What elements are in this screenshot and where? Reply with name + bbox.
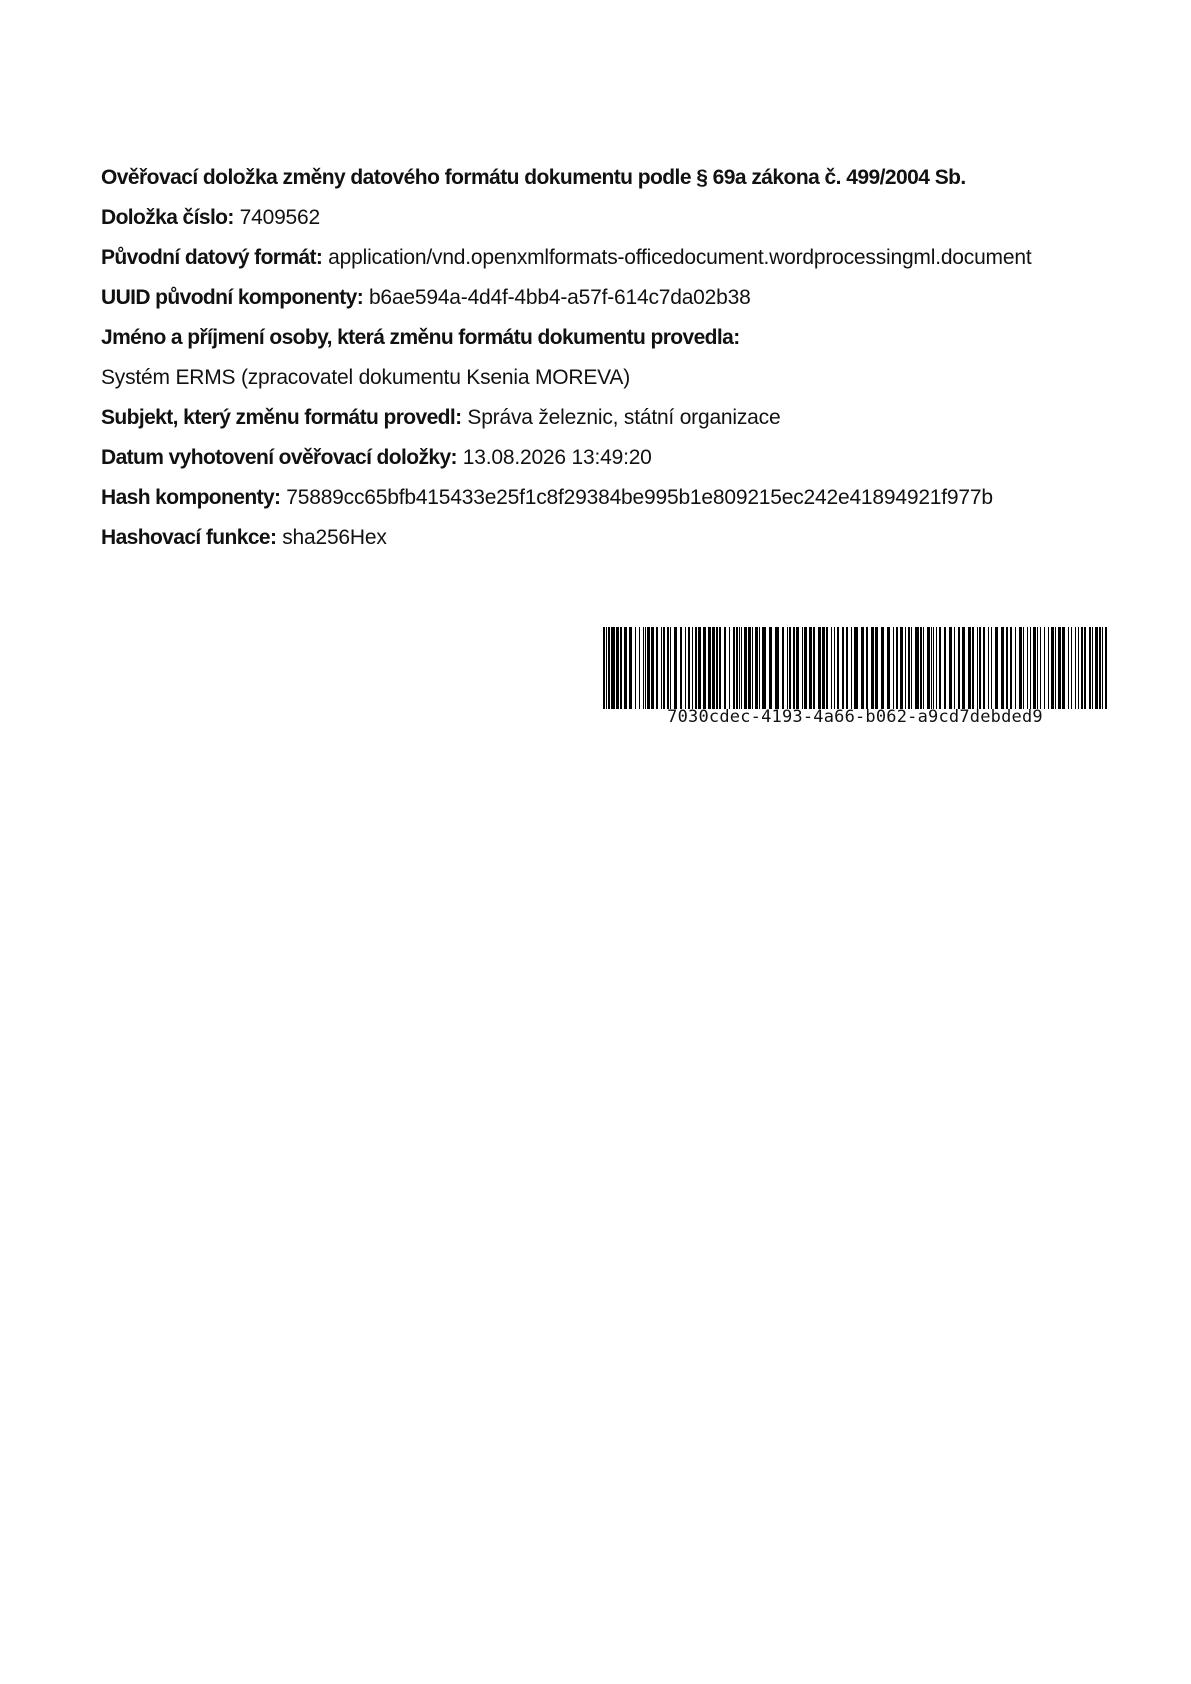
hash-line xyxy=(101,478,1181,518)
barcode-bar xyxy=(1051,627,1054,709)
original-format-value: application/vnd.openxmlformats-officedocument.wordprocessingml.document xyxy=(328,246,1032,269)
barcode-bar xyxy=(842,627,844,709)
barcode-bar xyxy=(639,627,640,709)
barcode-bar xyxy=(1068,627,1069,709)
barcode-bar xyxy=(787,627,788,709)
barcode-bar xyxy=(1044,627,1045,709)
barcode-bar xyxy=(759,627,760,709)
barcode-bar xyxy=(620,627,622,709)
barcode-bar xyxy=(769,627,772,709)
barcode-bar xyxy=(834,627,835,709)
verification-clause xyxy=(101,158,1181,558)
barcode-bar xyxy=(663,627,665,709)
barcode-bar xyxy=(741,627,742,709)
barcode-bar xyxy=(818,627,821,709)
barcode-bar xyxy=(977,627,978,709)
barcode-bar xyxy=(1006,627,1008,709)
barcode-bar xyxy=(692,627,693,709)
barcode-bar xyxy=(1084,627,1086,709)
barcode-bar xyxy=(1027,627,1028,709)
barcode-bar xyxy=(896,627,898,709)
uuid-value: b6ae594a-4d4f-4bb4-a57f-614c7da02b38 xyxy=(368,286,751,309)
barcode-bar xyxy=(789,627,791,709)
barcode-bar xyxy=(603,627,605,709)
barcode-bar xyxy=(739,627,740,709)
barcode-bar xyxy=(616,627,619,709)
barcode-bar xyxy=(611,627,615,709)
barcode-bar xyxy=(670,627,671,709)
barcode-bar xyxy=(698,627,701,709)
barcode-bar xyxy=(802,627,803,709)
barcode-bar xyxy=(954,627,955,709)
barcode xyxy=(603,627,1107,727)
barcode-bar xyxy=(782,627,784,709)
barcode-bar xyxy=(944,627,946,709)
date-label: Datum vyhotovení ověřovací doložky: xyxy=(101,446,457,469)
barcode-bar xyxy=(645,627,646,709)
barcode-bar xyxy=(724,627,726,709)
barcode-bar xyxy=(1040,627,1041,709)
barcode-bar xyxy=(719,627,721,709)
barcode-bar xyxy=(905,627,906,709)
barcode-bar xyxy=(822,627,825,709)
barcode-bar xyxy=(685,627,686,709)
barcode-bar xyxy=(900,627,903,709)
hash-function-label: Hashovací funkce: xyxy=(101,526,277,549)
hash-function-line xyxy=(101,518,1181,558)
barcode-bar xyxy=(796,627,799,709)
uuid-label: UUID původní komponenty: xyxy=(101,286,364,309)
barcode-bar xyxy=(949,627,952,709)
person-label-line xyxy=(101,318,1181,358)
clause-number-label: Doložka číslo: xyxy=(101,206,234,229)
barcode-bar xyxy=(1055,627,1056,709)
barcode-bar xyxy=(748,627,751,709)
barcode-bar xyxy=(1071,627,1072,709)
barcode-bar xyxy=(656,627,658,709)
person-value: Systém ERMS (zpracovatel dokumentu Ksenia MOREVA) xyxy=(101,366,631,389)
barcode-bar xyxy=(846,627,848,709)
barcode-bar xyxy=(1099,627,1101,709)
barcode-bar xyxy=(866,627,868,709)
subject-value: Správa železnic, státní organizace xyxy=(467,406,781,429)
barcode-bar xyxy=(854,627,858,709)
barcode-bar xyxy=(1095,627,1098,709)
barcode-bar xyxy=(1062,627,1065,709)
barcode-bar xyxy=(733,627,735,709)
barcode-bar xyxy=(931,627,932,709)
barcode-bar xyxy=(915,627,919,709)
barcode-bar xyxy=(1010,627,1012,709)
barcode-bar xyxy=(716,627,718,709)
barcode-bar xyxy=(667,627,669,709)
clause-number-line xyxy=(101,198,1181,238)
barcode-bar xyxy=(972,627,974,709)
barcode-bar xyxy=(755,627,758,709)
barcode-bar xyxy=(887,627,890,709)
subject-label: Subjekt, který změnu formátu provedl: xyxy=(101,406,462,429)
barcode-bar xyxy=(958,627,960,709)
barcode-bar xyxy=(927,627,930,709)
barcode-bar xyxy=(1058,627,1061,709)
clause-title-line xyxy=(101,158,1181,198)
barcode-bar xyxy=(920,627,922,709)
barcode-bar xyxy=(923,627,924,709)
clause-number-value: 7409562 xyxy=(239,206,320,229)
barcode-bar xyxy=(651,627,654,709)
barcode-bar xyxy=(1105,627,1107,709)
barcode-bar xyxy=(1023,627,1024,709)
barcode-bar xyxy=(1015,627,1016,709)
barcode-text: 7030cdec-4193-4a66-b062-a9cd7debded9 xyxy=(667,707,1043,727)
person-label: Jméno a příjmení osoby, která změnu formátu dokumentu provedla: xyxy=(101,326,740,349)
barcode-bar xyxy=(1078,627,1079,709)
barcode-bar xyxy=(712,627,715,709)
barcode-bar xyxy=(661,627,662,709)
barcode-bar xyxy=(1075,627,1076,709)
barcode-bar xyxy=(809,627,812,709)
barcode-bar xyxy=(1030,627,1031,709)
barcode-bar xyxy=(991,627,992,709)
barcode-bar xyxy=(775,627,779,709)
barcode-bar xyxy=(736,627,738,709)
barcode-bar xyxy=(1019,627,1022,709)
barcode-bar xyxy=(729,627,730,709)
date-line xyxy=(101,438,1181,478)
barcode-bar xyxy=(688,627,690,709)
barcode-bar xyxy=(1048,627,1049,709)
barcode-bar xyxy=(744,627,747,709)
barcode-bar xyxy=(826,627,828,709)
barcode-bar xyxy=(703,627,706,709)
original-format-line xyxy=(101,238,1181,278)
barcode-bar xyxy=(939,627,941,709)
barcode-bars xyxy=(603,627,1107,709)
hash-value: 75889cc65bfb415433e25f1c8f29384be995b1e809215ec242e41894921f977b xyxy=(286,486,993,509)
barcode-bar xyxy=(624,627,627,709)
uuid-line xyxy=(101,278,1181,318)
barcode-bar xyxy=(983,627,985,709)
barcode-bar xyxy=(831,627,832,709)
barcode-bar xyxy=(752,627,753,709)
original-format-label: Původní datový formát: xyxy=(101,246,323,269)
barcode-bar xyxy=(861,627,864,709)
hash-label: Hash komponenty: xyxy=(101,486,281,509)
barcode-bar xyxy=(1089,627,1091,709)
barcode-bar xyxy=(1102,627,1103,709)
person-value-line xyxy=(101,358,1181,398)
barcode-bar xyxy=(933,627,934,709)
barcode-bar xyxy=(911,627,912,709)
barcode-bar xyxy=(871,627,874,709)
barcode-bar xyxy=(643,627,644,709)
barcode-bar xyxy=(708,627,711,709)
hash-function-value: sha256Hex xyxy=(282,526,387,549)
barcode-bar xyxy=(606,627,607,709)
barcode-bar xyxy=(1037,627,1038,709)
barcode-bar xyxy=(881,627,884,709)
barcode-bar xyxy=(1092,627,1093,709)
barcode-bar xyxy=(1033,627,1036,709)
barcode-bar xyxy=(988,627,989,709)
barcode-bar xyxy=(629,627,632,709)
barcode-bar xyxy=(1001,627,1004,709)
barcode-bar xyxy=(979,627,981,709)
barcode-bar xyxy=(893,627,894,709)
barcode-bar xyxy=(837,627,839,709)
barcode-bar xyxy=(936,627,937,709)
barcode-bar xyxy=(608,627,610,709)
barcode-bar xyxy=(804,627,807,709)
clause-title: Ověřovací doložka změny datového formátu dokumentu podle § 69a zákona č. 499/2004 Sb. xyxy=(101,166,966,189)
barcode-bar xyxy=(908,627,910,709)
barcode-bar xyxy=(813,627,815,709)
barcode-bar xyxy=(995,627,998,709)
subject-line xyxy=(101,398,1181,438)
barcode-bar xyxy=(762,627,766,709)
barcode-bar xyxy=(875,627,878,709)
barcode-bar xyxy=(968,627,971,709)
barcode-bar xyxy=(647,627,650,709)
barcode-bar xyxy=(962,627,965,709)
barcode-bar xyxy=(674,627,677,709)
barcode-bar xyxy=(635,627,636,709)
barcode-bar xyxy=(851,627,852,709)
barcode-bar xyxy=(680,627,682,709)
barcode-bar xyxy=(695,627,697,709)
barcode-bar xyxy=(1081,627,1083,709)
date-value: 13.08.2026 13:49:20 xyxy=(462,446,652,469)
barcode-bar xyxy=(793,627,795,709)
